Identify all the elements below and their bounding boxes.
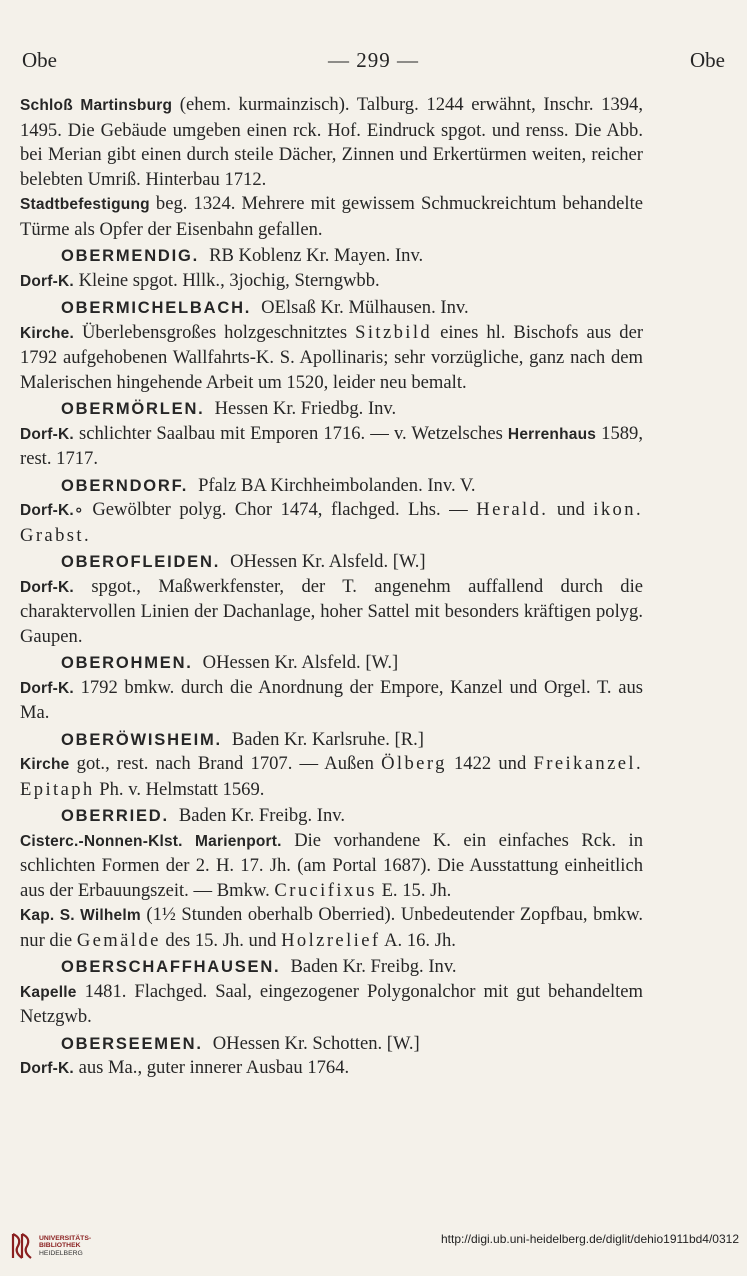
body-text <box>20 93 643 1082</box>
page-footer <box>0 1226 747 1262</box>
place-name: OBERSEEMEN. <box>61 1034 203 1053</box>
entry-text: (ehem. kurmainzisch). Talburg. 1244 erwähnt, Inschr. 1394, 1495. Die Gebäude umgeben einen rck. Hof. Eindruck spgot. und renss. Die Abb. bei Merian gibt einen durch steile Dächer, Zinnen und Erkertürmen weiten, reicher belebten Umriß. Hinterbau 1712. <box>20 94 643 190</box>
spaced-term: ikon. Grabst. <box>20 499 644 546</box>
place-name: OBERSCHAFFHAUSEN. <box>61 958 281 976</box>
header-right: Obe <box>690 47 725 72</box>
place-name: OBERMICHELBACH. <box>61 299 252 317</box>
entry-obermoerlen-dorfk <box>20 422 643 472</box>
place-location: OHessen Kr. Alsfeld. [W.] <box>230 551 426 572</box>
keyword: Kap. S. Wilhelm <box>20 907 141 924</box>
entry-oberohmen-dorfk <box>20 676 643 726</box>
place-heading-oberseemen <box>20 1030 643 1057</box>
place-name: OBERRIED. <box>61 807 169 825</box>
entry-oberried-kapelle <box>20 903 643 953</box>
place-heading-obermendig <box>20 242 643 269</box>
entry-text: 1792 bmkw. durch die Anordnung der Empore, Kanzel und Orgel. T. aus Ma. <box>20 676 644 723</box>
keyword: Herrenhaus <box>507 425 597 443</box>
entry-text: des 15. Jh. und <box>165 929 277 951</box>
entry-text: Ph. v. Helmstatt 1569. <box>99 778 265 800</box>
place-heading-oberofleiden <box>20 548 643 575</box>
logo-line: HEIDELBERG <box>39 1249 83 1257</box>
keyword: Schloß Martinsburg <box>20 97 173 114</box>
entry-text: Überlebensgroßes holzgeschnitztes <box>81 321 348 343</box>
keyword: Dorf-K.∘ <box>20 502 84 519</box>
keyword: Kapelle <box>20 983 77 1001</box>
entry-text: spgot., Maßwerkfenster, der T. angenehm auffallend durch die charaktervollen Linien der Dachanlage, hoher Sattel mit besonders kräftigen polyg. Gaupen. <box>20 575 643 647</box>
spaced-term: Gemälde <box>76 929 161 951</box>
entry-text: beg. 1324. Mehrere mit gewissem Schmuckreichtum behandelte Türme als Opfer der Eisenbahn gefallen. <box>20 193 643 240</box>
page-number: — 299 — <box>328 47 419 72</box>
place-heading-oberoewisheim <box>20 726 643 753</box>
spaced-term: Ölberg <box>381 753 447 774</box>
logo-line: BIBLIOTHEK <box>39 1242 81 1250</box>
place-name: OBERMÖRLEN. <box>61 400 205 418</box>
entry-text: 1481. Flachged. Saal, eingezogener Polygonalchor mit gut behandeltem Netzgwb. <box>20 980 643 1027</box>
entry-schloss-martinsburg <box>20 93 643 192</box>
entry-text: schlichter Saalbau mit Emporen 1716. — v. Wetzelsches <box>79 422 503 444</box>
entry-text: aus Ma., guter innerer Ausbau 1764. <box>78 1057 350 1078</box>
entry-obermendig-dorfk <box>20 269 643 295</box>
library-name <box>39 1235 91 1258</box>
entry-stadtbefestigung <box>20 192 643 242</box>
place-name: OBERNDORF. <box>61 476 189 495</box>
entry-oberried-cistercian <box>20 829 643 904</box>
entry-text: 1589, rest. 1717. <box>20 422 643 469</box>
place-location: Pfalz BA Kirchheimbolanden. Inv. V. <box>198 474 476 496</box>
keyword: Dorf-K. <box>20 578 74 596</box>
place-location: RB Koblenz Kr. Mayen. Inv. <box>209 245 424 266</box>
logo-line: UNIVERSITÄTS- <box>39 1234 92 1242</box>
place-location: Baden Kr. Freibg. Inv. <box>178 805 345 826</box>
entry-text: und <box>556 499 585 520</box>
spaced-term: Freikanzel. <box>533 753 644 774</box>
place-location: Baden Kr. Karlsruhe. [R.] <box>231 728 424 750</box>
place-name: OBEROFLEIDEN. <box>61 553 221 571</box>
keyword: Stadtbefestigung <box>20 196 150 213</box>
place-name: OBERÖWISHEIM. <box>61 730 222 749</box>
entry-text: got., rest. nach Brand 1707. — Außen <box>76 753 374 774</box>
source-url[interactable]: http://digi.ub.uni-heidelberg.de/diglit/dehio1911bd4/0312 <box>440 1232 739 1246</box>
keyword: Cisterc.-Nonnen-Klst. Marienport. <box>20 832 282 850</box>
keyword: Dorf-K. <box>20 272 74 290</box>
place-location: Baden Kr. Freibg. Inv. <box>290 956 457 977</box>
entry-text: (1½ Stunden oberhalb Oberried). Unbedeutender Zopfbau, bmkw. nur die <box>20 904 643 951</box>
entry-oberofleiden-dorfk <box>20 575 643 650</box>
entry-obermichelbach-kirche <box>20 321 643 396</box>
keyword: Dorf-K. <box>20 1060 74 1077</box>
spaced-term: Herald. <box>476 499 549 520</box>
entry-text: eines hl. Bischofs aus der 1792 aufgehobenen Wallfahrts-K. S. Apollinaris; sehr vorzügliche, ganz nach dem Malerischen hingehende Arbeit um 1520, leider neu bemalt. <box>20 321 644 393</box>
place-name: OBEROHMEN. <box>61 654 193 672</box>
keyword: Dorf-K. <box>20 679 74 697</box>
header-left: Obe <box>22 47 57 72</box>
spaced-term: Sitzbild <box>355 321 433 343</box>
place-heading-obermoerlen <box>20 395 643 422</box>
library-emblem-icon <box>10 1232 34 1260</box>
place-heading-oberohmen <box>20 649 643 676</box>
entry-text: Gewölbter polyg. Chor 1474, flachged. Lhs. — <box>92 499 468 520</box>
place-name: OBERMENDIG. <box>61 247 200 265</box>
spaced-term: Epitaph <box>20 778 95 800</box>
keyword: Dorf-K. <box>20 425 74 443</box>
place-heading-obermichelbach <box>20 294 643 321</box>
place-location: OElsaß Kr. Mülhausen. Inv. <box>261 297 469 318</box>
entry-oberschaffhausen-kapelle <box>20 980 643 1030</box>
running-head <box>22 45 725 75</box>
spaced-term: Crucifixus <box>274 879 377 901</box>
spaced-term: Holzrelief <box>281 929 381 951</box>
place-heading-oberried <box>20 802 643 829</box>
place-heading-oberschaffhausen <box>20 953 643 980</box>
place-heading-oberndorf <box>20 472 643 499</box>
entry-text: Die vorhandene K. ein einfaches Rck. in schlichten Formen der 2. H. 17. Jh. (am Portal 1687). Die Ausstattung einheitlich aus der Erbauungszeit. — Bmkw. <box>20 829 643 901</box>
entry-text: E. 15. Jh. <box>381 879 452 901</box>
entry-oberoewisheim-kirche <box>20 752 643 802</box>
entry-text: 1422 und <box>454 753 527 774</box>
entry-oberndorf-dorfk <box>20 498 643 548</box>
entry-text: Kleine spgot. Hllk., 3jochig, Sterngwbb. <box>78 269 380 291</box>
place-location: OHessen Kr. Alsfeld. [W.] <box>202 652 399 673</box>
keyword: Kirche <box>20 756 70 773</box>
library-logo[interactable] <box>10 1230 120 1262</box>
entry-text: A. 16. Jh. <box>384 929 456 951</box>
place-location: OHessen Kr. Schotten. [W.] <box>212 1032 420 1054</box>
place-location: Hessen Kr. Friedbg. Inv. <box>214 398 397 419</box>
keyword: Kirche. <box>20 324 74 342</box>
entry-oberseemen-dorfk <box>20 1056 643 1082</box>
